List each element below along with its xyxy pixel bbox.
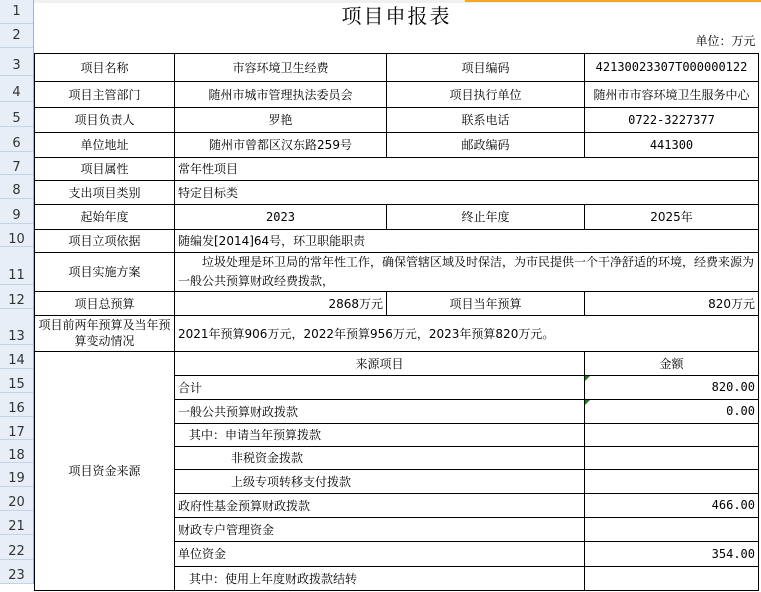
end-year-cell[interactable]: 2025年 — [585, 204, 759, 229]
exec-unit-cell[interactable]: 随州市市容环境卫生服务中心 — [585, 81, 759, 107]
row-number[interactable]: 1 — [0, 0, 33, 24]
basis-cell[interactable]: 随编发[2014]64号，环卫职能职责 — [175, 229, 759, 252]
total-budget-cell[interactable]: 2868万元 — [175, 291, 387, 315]
amount-header: 金额 — [585, 351, 759, 375]
leader-label: 项目负责人 — [35, 107, 175, 132]
budget-change-label: 项目前两年预算及当年预算变动情况 — [35, 315, 175, 351]
funding-row-label[interactable]: 合计 — [175, 375, 585, 399]
row-number[interactable]: 12 — [0, 285, 33, 309]
project-name-cell[interactable]: 市容环境卫生经费 — [175, 53, 387, 81]
funding-row-amount[interactable]: 0.00 — [585, 399, 759, 423]
row-number[interactable]: 17 — [0, 417, 33, 440]
row-number[interactable]: 11 — [0, 247, 33, 285]
row-header-column — [0, 0, 34, 584]
funding-row-amount[interactable]: 466.00 — [585, 493, 759, 517]
attr-cell[interactable]: 常年性项目 — [175, 157, 759, 180]
plan-cell[interactable]: 垃圾处理是环卫局的常年性工作，确保管辖区域及时保洁，为市民提供一个干净舒适的环境，经费来源为一般公共预算财政经费拨款， — [175, 252, 759, 291]
row-number[interactable]: 16 — [0, 393, 33, 417]
funding-row-label[interactable]: 一般公共预算财政拨款 — [175, 399, 585, 423]
address-cell[interactable]: 随州市曾都区汉东路259号 — [175, 132, 387, 157]
funding-row-amount[interactable] — [585, 446, 759, 469]
leader-cell[interactable]: 罗艳 — [175, 107, 387, 132]
funding-row-label[interactable]: 其中：使用上年度财政拨款结转 — [175, 566, 585, 590]
phone-label: 联系电话 — [387, 107, 585, 132]
row-number[interactable]: 14 — [0, 345, 33, 369]
basis-label: 项目立项依据 — [35, 229, 175, 252]
budget-change-cell[interactable]: 2021年预算906万元，2022年预算956万元，2023年预算820万元。 — [175, 315, 759, 351]
row-number[interactable]: 4 — [0, 76, 33, 102]
page-title: 项目申报表 — [341, 4, 452, 28]
plan-label: 项目实施方案 — [35, 252, 175, 291]
end-year-label: 终止年度 — [387, 204, 585, 229]
attr-label: 项目属性 — [35, 157, 175, 180]
row-number[interactable]: 20 — [0, 487, 33, 511]
project-code-cell[interactable]: 42130023307T000000122 — [585, 53, 759, 81]
row-number[interactable]: 19 — [0, 463, 33, 487]
postcode-label: 邮政编码 — [387, 132, 585, 157]
year-budget-cell[interactable]: 820万元 — [585, 291, 759, 315]
row-number[interactable]: 21 — [0, 511, 33, 535]
funding-row-amount[interactable] — [585, 566, 759, 590]
funding-row-label[interactable]: 政府性基金预算财政拨款 — [175, 493, 585, 517]
row-number[interactable]: 8 — [0, 175, 33, 199]
exec-unit-label: 项目执行单位 — [387, 81, 585, 107]
source-header: 来源项目 — [175, 351, 585, 375]
row-number[interactable]: 9 — [0, 199, 33, 224]
year-budget-label: 项目当年预算 — [387, 291, 585, 315]
category-label: 支出项目类别 — [35, 180, 175, 204]
project-name-label: 项目名称 — [35, 53, 175, 81]
unit-label: 单位：万元 — [695, 34, 756, 49]
start-year-cell[interactable]: 2023 — [175, 204, 387, 229]
dept-label: 项目主管部门 — [35, 81, 175, 107]
funding-row-label[interactable]: 单位资金 — [175, 541, 585, 566]
funding-source-label: 项目资金来源 — [35, 351, 175, 590]
funding-row-amount[interactable]: 354.00 — [585, 541, 759, 566]
funding-row-label[interactable]: 非税资金拨款 — [175, 446, 585, 469]
funding-row-amount[interactable] — [585, 423, 759, 446]
phone-cell[interactable]: 0722-3227377 — [585, 107, 759, 132]
row-number[interactable]: 22 — [0, 535, 33, 560]
project-declaration-table — [34, 0, 759, 591]
row-number[interactable]: 23 — [0, 560, 33, 584]
address-label: 单位地址 — [35, 132, 175, 157]
dept-cell[interactable]: 随州市城市管理执法委员会 — [175, 81, 387, 107]
row-number[interactable]: 5 — [0, 102, 33, 127]
funding-row-amount[interactable] — [585, 517, 759, 541]
funding-row-label[interactable]: 上级专项转移支付拨款 — [175, 469, 585, 493]
row-number[interactable]: 15 — [0, 369, 33, 393]
funding-row-amount[interactable] — [585, 469, 759, 493]
funding-row-label[interactable]: 财政专户管理资金 — [175, 517, 585, 541]
category-cell[interactable]: 特定目标类 — [175, 180, 759, 204]
project-code-label: 项目编码 — [387, 53, 585, 81]
funding-row-amount[interactable]: 820.00 — [585, 375, 759, 399]
row-number[interactable]: 2 — [0, 24, 33, 48]
start-year-label: 起始年度 — [35, 204, 175, 229]
row-number[interactable]: 3 — [0, 48, 33, 76]
row-number[interactable]: 13 — [0, 309, 33, 345]
row-number[interactable]: 18 — [0, 440, 33, 463]
row-number[interactable]: 10 — [0, 224, 33, 247]
funding-row-label[interactable]: 其中：申请当年预算拨款 — [175, 423, 585, 446]
total-budget-label: 项目总预算 — [35, 291, 175, 315]
postcode-cell[interactable]: 441300 — [585, 132, 759, 157]
row-number[interactable]: 7 — [0, 152, 33, 175]
row-number[interactable]: 6 — [0, 127, 33, 152]
